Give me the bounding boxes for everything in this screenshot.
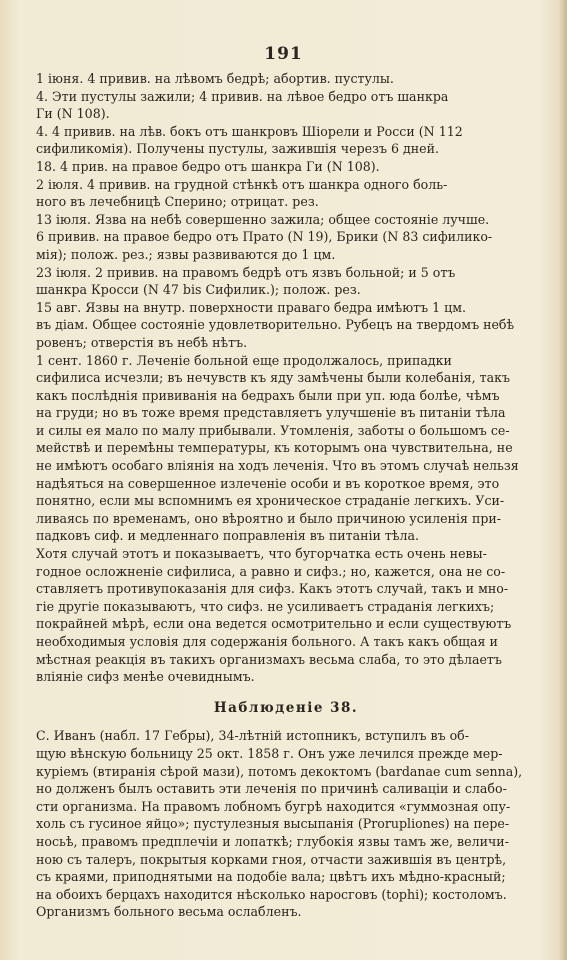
text-line: 2 іюля. 4 привив. на грудной стѣнкѣ отъ шанкра одного боль- — [36, 176, 448, 192]
text-line: въ діам. Общее состояніе удовлетворительно. Рубецъ на твердомъ небѣ — [36, 317, 515, 333]
text-line: сифиликомія). Получены пустулы, зажившія черезъ 6 дней. — [36, 141, 439, 157]
text-line: ною съ талеръ, покрытыя корками гноя, отчасти зажившія въ центрѣ, — [36, 851, 507, 867]
page-edge-shadow — [559, 0, 567, 960]
text-line: понятно, если мы вспомнимъ ея хроническое страданіе легкихъ. Уси- — [36, 493, 505, 509]
text-line: мѣстная реакція въ такихъ организмахъ весьма слаба, то это дѣлаетъ — [36, 651, 502, 667]
text-line: и силы ея мало по малу прибывали. Утомленія, заботы о большомъ се- — [36, 422, 510, 438]
page-number: 191 — [264, 44, 303, 64]
text-line: Организмъ больного весьма ослабленъ. — [36, 904, 302, 920]
text-line: мія); полож. рез.; язвы развиваются до 1 цм. — [36, 246, 336, 262]
text-line: ровенъ; отверстія въ небѣ нѣтъ. — [36, 334, 248, 350]
text-line: но долженъ былъ оставить эти леченія по причинѣ саливаціи и слабо- — [36, 781, 507, 797]
text-line: 4. Эти пустулы зажили; 4 привив. на лѣвое бедро отъ шанкра — [36, 88, 449, 104]
text-line: съ краями, приподнятыми на подобіе вала; цвѣтъ ихъ мѣдно-красный; — [36, 869, 506, 885]
text-line: Хотя случай этотъ и показываетъ, что бугорчатка есть очень невы- — [36, 546, 487, 562]
text-line: на обоихъ берцахъ находится нѣсколько наросговъ (tophi); костоломъ. — [36, 886, 507, 902]
text-line: ливаясь по временамъ, оно вѣроятно и было причиною усиленія при- — [36, 510, 502, 526]
text-line: 18. 4 прив. на правое бедро отъ шанкра Ги (N 108). — [36, 158, 380, 174]
text-line: сифилиса исчезли; въ нечувств къ яду замѣчены были колебанія, такъ — [36, 370, 510, 386]
text-line: 1 сент. 1860 г. Леченіе больной еще продолжалось, припадки — [36, 352, 452, 368]
text-line: С. Иванъ (набл. 17 Гебры), 34-лѣтній истопникъ, вступилъ въ об- — [36, 728, 470, 744]
text-line: вліяніе сифз менѣе очевиднымъ. — [36, 669, 255, 685]
text-line: годное осложненіе сифилиса, а равно и сифз.; но, кажется, она не со- — [36, 563, 506, 579]
text-line: шанкра Кросси (N 47 bis Сифилик.); полож. рез. — [36, 282, 361, 298]
observation-continuation-text — [36, 70, 536, 686]
text-line: 13 іюля. Язва на небѣ совершенно зажила; общее состояніе лучше. — [36, 211, 490, 227]
text-line: падковъ сиф. и медленнаго поправленія въ питаніи тѣла. — [36, 528, 419, 544]
observation-38-text — [36, 727, 536, 921]
text-line: покрайней мѣрѣ, если она ведется осмотрительно и если существуютъ — [36, 616, 512, 632]
text-line: сти организма. На правомъ лобномъ бугрѣ находится «гуммозная опу- — [36, 798, 511, 814]
text-line: гіе другіе показываютъ, что сифз. не усиливаетъ страданія легкихъ; — [36, 598, 495, 614]
text-line: щую вѣнскую больницу 25 окт. 1858 г. Онъ уже лечился прежде мер- — [36, 745, 503, 761]
text-line: на груди; но въ тоже время представляетъ улучшеніе въ питаніи тѣла — [36, 405, 506, 421]
text-line: 23 іюля. 2 привив. на правомъ бедрѣ отъ язвъ больной; и 5 отъ — [36, 264, 456, 280]
text-line: необходимыя условія для содержанія больного. А такъ какъ общая и — [36, 634, 498, 649]
text-line: ставляетъ противупоказанія для сифз. Какъ этотъ случай, такъ и мно- — [36, 581, 509, 597]
text-line: мействѣ и перемѣны температуры, къ которымъ она чувствительна, не — [36, 440, 513, 456]
text-line: 15 авг. Язвы на внутр. поверхности праваго бедра имѣютъ 1 цм. — [36, 299, 467, 315]
section-heading: Наблюденіе 38. — [213, 699, 359, 716]
text-line: не имѣютъ особаго вліянія на ходъ леченія. Что въ этомъ случаѣ нельзя — [36, 458, 519, 474]
page-text — [36, 70, 536, 921]
text-line: ного въ лечебницѣ Сперино; отрицат. рез. — [36, 194, 319, 210]
text-line: 1 іюня. 4 привив. на лѣвомъ бедрѣ; абортив. пустулы. — [36, 71, 394, 86]
text-line: холь съ гусиное яйцо»; пустулезныя высыпанія (Prorupliones) на пере- — [36, 816, 510, 832]
text-line: носьѣ, правомъ предплечіи и лопаткѣ; глубокія язвы тамъ же, величи- — [36, 833, 509, 849]
text-line: надѣяться на совершенное излеченіе особи и въ короткое время, это — [36, 475, 500, 491]
text-line: 4. 4 привив. на лѣв. бокъ отъ шанкровъ Шіорели и Росси (N 112 — [36, 123, 463, 139]
text-line: 6 привив. на правое бедро отъ Прато (N 19), Брики (N 83 сифилико- — [36, 229, 493, 245]
text-line: какъ послѣднія прививанія на бедрахъ были при уп. юда болѣе, чѣмъ — [36, 387, 500, 403]
text-line: куріемъ (втиранія сѣрой мази), потомъ декоктомъ (bardanae cum senna), — [36, 763, 523, 779]
text-line: Ги (N 108). — [36, 106, 110, 122]
